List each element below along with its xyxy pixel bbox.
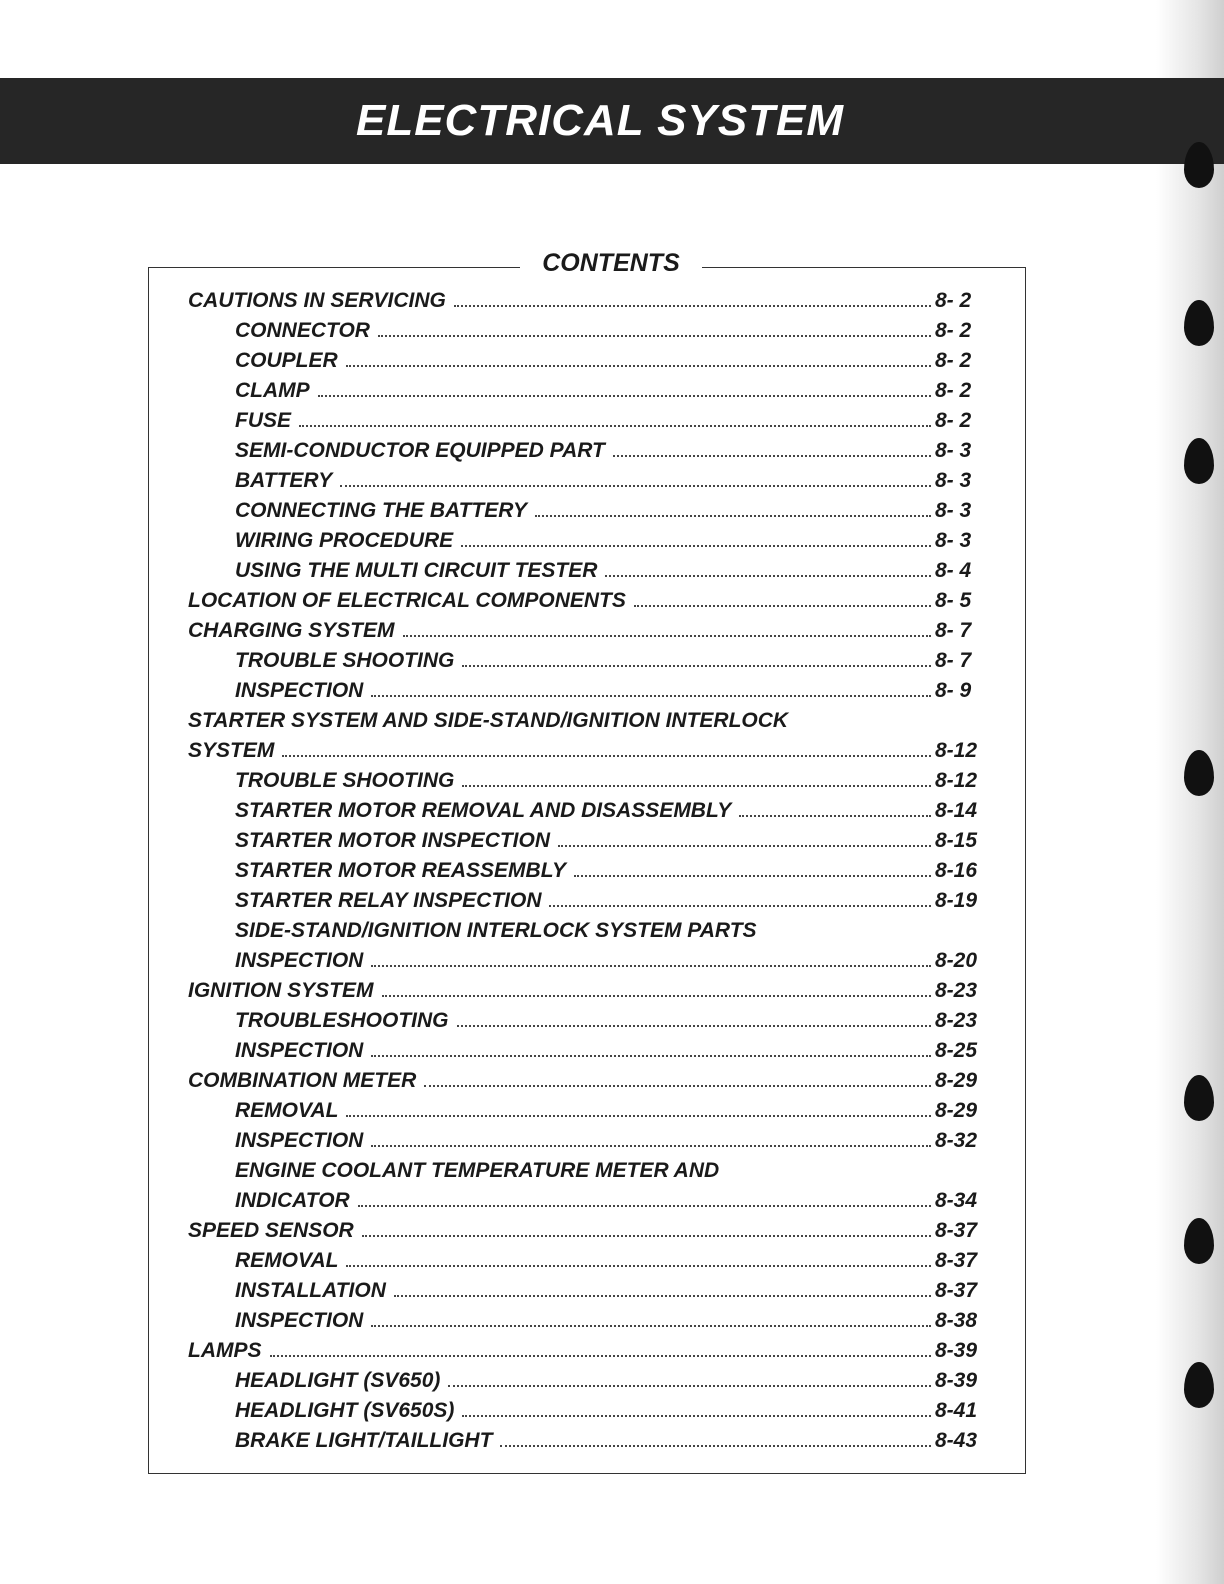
toc-leader-dots bbox=[371, 1127, 931, 1147]
toc-entry-page: 8- 2 bbox=[935, 409, 972, 432]
toc-leader-dots bbox=[461, 527, 931, 547]
toc-entry-page: 8-34 bbox=[935, 1189, 978, 1212]
toc-entry-page: 8-29 bbox=[935, 1099, 978, 1122]
toc-entry-title: SIDE-STAND/IGNITION INTERLOCK SYSTEM PARTS bbox=[235, 919, 757, 942]
toc-entry-title: INSPECTION bbox=[235, 1039, 364, 1062]
toc-entry-title: BRAKE LIGHT/TAILLIGHT bbox=[235, 1429, 493, 1452]
toc-entry-page: 8- 2 bbox=[935, 289, 972, 312]
toc-entry-title: TROUBLE SHOOTING bbox=[235, 769, 455, 792]
toc-leader-dots bbox=[371, 677, 931, 697]
toc-leader-dots bbox=[457, 1007, 932, 1027]
toc-entry-page: 8-23 bbox=[935, 979, 978, 1002]
toc-entry-title: FUSE bbox=[235, 409, 292, 432]
toc-entry-title: INSTALLATION bbox=[235, 1279, 386, 1302]
toc-entry[interactable] bbox=[235, 1426, 983, 1456]
toc-entry-page: 8- 2 bbox=[935, 349, 972, 372]
toc-entry-page: 8-12 bbox=[935, 739, 978, 762]
toc-entry-page: 8-23 bbox=[935, 1009, 978, 1032]
toc-entry-page: 8- 2 bbox=[935, 379, 972, 402]
toc-entry[interactable] bbox=[188, 586, 983, 616]
toc-leader-dots bbox=[535, 497, 931, 517]
binder-hole bbox=[1184, 1362, 1214, 1408]
toc-entry[interactable] bbox=[235, 1186, 983, 1216]
toc-entry-title: STARTER RELAY INSPECTION bbox=[235, 889, 542, 912]
toc-entry-title: STARTER SYSTEM AND SIDE-STAND/IGNITION INTERLOCK bbox=[188, 709, 789, 732]
toc-entry-title: COMBINATION METER bbox=[188, 1069, 417, 1092]
chapter-header bbox=[0, 78, 1224, 164]
toc-entry[interactable] bbox=[188, 286, 983, 316]
toc-entry[interactable] bbox=[235, 376, 983, 406]
toc-entry-page: 8-29 bbox=[935, 1069, 978, 1092]
toc-entry-title: CAUTIONS IN SERVICING bbox=[188, 289, 446, 312]
toc-entry[interactable] bbox=[188, 736, 983, 766]
toc-entry-page: 8-43 bbox=[935, 1429, 978, 1452]
toc-entry[interactable] bbox=[235, 916, 983, 946]
toc-entry-title: WIRING PROCEDURE bbox=[235, 529, 454, 552]
toc-entry[interactable] bbox=[235, 496, 983, 526]
toc-entry[interactable] bbox=[235, 556, 983, 586]
toc-entry-title: USING THE MULTI CIRCUIT TESTER bbox=[235, 559, 598, 582]
toc-entry[interactable] bbox=[235, 1276, 983, 1306]
toc-entry[interactable] bbox=[235, 346, 983, 376]
toc-entry[interactable] bbox=[188, 1066, 983, 1096]
toc-entry-page: 8-12 bbox=[935, 769, 978, 792]
toc-leader-dots bbox=[605, 557, 931, 577]
toc-leader-dots bbox=[299, 407, 931, 427]
toc-entry[interactable] bbox=[235, 646, 983, 676]
toc-leader-dots bbox=[454, 287, 931, 307]
toc-entry-title: COUPLER bbox=[235, 349, 338, 372]
toc-entry[interactable] bbox=[235, 1366, 983, 1396]
toc-leader-dots bbox=[346, 347, 931, 367]
toc-leader-dots bbox=[613, 437, 931, 457]
toc-entry[interactable] bbox=[235, 316, 983, 346]
toc-leader-dots bbox=[282, 737, 931, 757]
toc-entry-title: CHARGING SYSTEM bbox=[188, 619, 395, 642]
toc-entry-title: INSPECTION bbox=[235, 1309, 364, 1332]
toc-entry-page: 8-37 bbox=[935, 1249, 978, 1272]
toc-entry[interactable] bbox=[188, 616, 983, 646]
toc-leader-dots bbox=[448, 1367, 931, 1387]
toc-leader-dots bbox=[462, 647, 931, 667]
toc-leader-dots bbox=[378, 317, 931, 337]
toc-entry-title: TROUBLESHOOTING bbox=[235, 1009, 449, 1032]
toc-entry-title: CLAMP bbox=[235, 379, 310, 402]
binder-hole bbox=[1184, 1218, 1214, 1264]
toc-entry-page: 8-39 bbox=[935, 1339, 978, 1362]
toc-leader-dots bbox=[371, 947, 931, 967]
binder-hole bbox=[1184, 1075, 1214, 1121]
toc-leader-dots bbox=[340, 467, 931, 487]
binder-hole bbox=[1184, 300, 1214, 346]
toc-entry[interactable] bbox=[235, 1246, 983, 1276]
toc-entry-page: 8-14 bbox=[935, 799, 978, 822]
toc-entry-title: STARTER MOTOR REASSEMBLY bbox=[235, 859, 566, 882]
toc-entry[interactable] bbox=[188, 706, 983, 736]
toc-leader-dots bbox=[346, 1097, 931, 1117]
toc-entry-title: LAMPS bbox=[188, 1339, 262, 1362]
toc-entry-title: SYSTEM bbox=[188, 739, 275, 762]
toc-entry-page: 8- 3 bbox=[935, 499, 972, 522]
toc-leader-dots bbox=[500, 1427, 931, 1447]
toc-leader-dots bbox=[558, 827, 931, 847]
toc-entry-page: 8-20 bbox=[935, 949, 978, 972]
toc-entry-title: BATTERY bbox=[235, 469, 333, 492]
toc-entry-title: CONNECTOR bbox=[235, 319, 370, 342]
toc-leader-dots bbox=[403, 617, 931, 637]
toc-entry[interactable] bbox=[235, 676, 983, 706]
toc-leader-dots bbox=[382, 977, 931, 997]
toc-entry-title: IGNITION SYSTEM bbox=[188, 979, 374, 1002]
toc-leader-dots bbox=[371, 1307, 931, 1327]
toc-entry-title: STARTER MOTOR REMOVAL AND DISASSEMBLY bbox=[235, 799, 732, 822]
toc-leader-dots bbox=[318, 377, 931, 397]
toc-entry-page: 8-38 bbox=[935, 1309, 978, 1332]
toc-entry-page: 8-39 bbox=[935, 1369, 978, 1392]
toc-entry-title: REMOVAL bbox=[235, 1249, 339, 1272]
toc-entry-title: HEADLIGHT (SV650S) bbox=[235, 1399, 455, 1422]
binder-hole bbox=[1184, 438, 1214, 484]
binder-hole bbox=[1184, 142, 1214, 188]
toc-entry-page: 8- 2 bbox=[935, 319, 972, 342]
toc-entry-title: CONNECTING THE BATTERY bbox=[235, 499, 528, 522]
toc-leader-dots bbox=[358, 1187, 931, 1207]
toc-entry[interactable] bbox=[235, 1006, 983, 1036]
toc-entry-page: 8-15 bbox=[935, 829, 978, 852]
chapter-title: ELECTRICAL SYSTEM bbox=[355, 96, 844, 145]
toc-entry-page: 8- 7 bbox=[935, 649, 972, 672]
toc-entry-page: 8- 3 bbox=[935, 439, 972, 462]
toc-entry-page: 8- 3 bbox=[935, 469, 972, 492]
toc-entry-title: LOCATION OF ELECTRICAL COMPONENTS bbox=[188, 589, 626, 612]
toc-entry-page: 8- 5 bbox=[935, 589, 972, 612]
toc-entry-page: 8- 3 bbox=[935, 529, 972, 552]
toc-leader-dots bbox=[634, 587, 931, 607]
toc-entry[interactable] bbox=[235, 796, 983, 826]
toc-entry[interactable] bbox=[235, 856, 983, 886]
toc-entry-title: REMOVAL bbox=[235, 1099, 339, 1122]
toc-entry[interactable] bbox=[235, 766, 983, 796]
toc-leader-dots bbox=[424, 1067, 931, 1087]
toc-entry[interactable] bbox=[235, 946, 983, 976]
toc-entry-page: 8- 9 bbox=[935, 679, 972, 702]
toc-entry-title: INDICATOR bbox=[235, 1189, 350, 1212]
toc-entry[interactable] bbox=[188, 976, 983, 1006]
toc-leader-dots bbox=[346, 1247, 931, 1267]
toc-entry[interactable] bbox=[235, 466, 983, 496]
toc-entry-page: 8-19 bbox=[935, 889, 978, 912]
toc-entry[interactable] bbox=[235, 1396, 983, 1426]
toc-entry-title: SEMI-CONDUCTOR EQUIPPED PART bbox=[235, 439, 605, 462]
toc-entry[interactable] bbox=[235, 436, 983, 466]
toc-entry[interactable] bbox=[235, 526, 983, 556]
toc-entry[interactable] bbox=[235, 886, 983, 916]
toc-leader-dots bbox=[462, 767, 931, 787]
toc-entry-title: INSPECTION bbox=[235, 1129, 364, 1152]
toc-entry-page: 8- 7 bbox=[935, 619, 972, 642]
toc-entry-page: 8-16 bbox=[935, 859, 978, 882]
toc-entry[interactable] bbox=[235, 826, 983, 856]
toc-entry-page: 8-37 bbox=[935, 1219, 978, 1242]
toc-entry-title: ENGINE COOLANT TEMPERATURE METER AND bbox=[235, 1159, 720, 1182]
toc-entry-page: 8-32 bbox=[935, 1129, 978, 1152]
toc-leader-dots bbox=[371, 1037, 931, 1057]
toc-entry-page: 8-37 bbox=[935, 1279, 978, 1302]
table-of-contents bbox=[188, 286, 983, 1456]
toc-entry-title: STARTER MOTOR INSPECTION bbox=[235, 829, 551, 852]
toc-leader-dots bbox=[549, 887, 931, 907]
toc-leader-dots bbox=[462, 1397, 931, 1417]
toc-entry-title: INSPECTION bbox=[235, 949, 364, 972]
toc-entry-page: 8-25 bbox=[935, 1039, 978, 1062]
toc-entry-title: SPEED SENSOR bbox=[188, 1219, 354, 1242]
toc-entry[interactable] bbox=[235, 406, 983, 436]
toc-entry-page: 8- 4 bbox=[935, 559, 972, 582]
toc-leader-dots bbox=[270, 1337, 932, 1357]
toc-entry-title: INSPECTION bbox=[235, 679, 364, 702]
toc-entry-title: HEADLIGHT (SV650) bbox=[235, 1369, 441, 1392]
binder-hole bbox=[1184, 750, 1214, 796]
contents-heading: CONTENTS bbox=[520, 249, 702, 277]
toc-entry-page: 8-41 bbox=[935, 1399, 978, 1422]
toc-leader-dots bbox=[362, 1217, 931, 1237]
toc-entry-title: TROUBLE SHOOTING bbox=[235, 649, 455, 672]
toc-leader-dots bbox=[394, 1277, 931, 1297]
toc-entry[interactable] bbox=[235, 1156, 983, 1186]
toc-leader-dots bbox=[574, 857, 931, 877]
toc-leader-dots bbox=[739, 797, 931, 817]
toc-entry[interactable] bbox=[188, 1336, 983, 1366]
toc-entry[interactable] bbox=[235, 1126, 983, 1156]
toc-entry[interactable] bbox=[235, 1306, 983, 1336]
toc-entry[interactable] bbox=[235, 1036, 983, 1066]
toc-entry[interactable] bbox=[188, 1216, 983, 1246]
toc-entry[interactable] bbox=[235, 1096, 983, 1126]
